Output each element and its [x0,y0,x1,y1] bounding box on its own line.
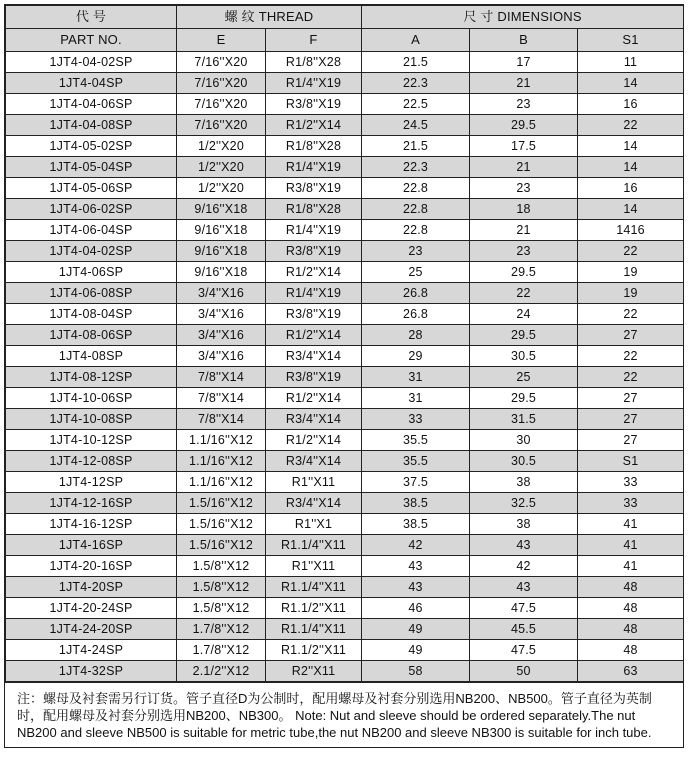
thread-e-cell: 1.5/8''X12 [177,577,266,598]
column-header-f: F [266,29,362,52]
dim-s1-cell: 16 [578,178,684,199]
table-row [6,346,684,367]
thread-e-cell: 1.7/8''X12 [177,619,266,640]
dim-s1-cell: 22 [578,367,684,388]
thread-header: 螺 纹 THREAD [177,6,362,29]
thread-e-cell: 7/8''X14 [177,388,266,409]
part-no-cell: 1JT4-08-04SP [6,304,177,325]
dim-b-cell: 47.5 [470,598,578,619]
thread-e-cell: 3/4''X16 [177,283,266,304]
dim-a-cell: 33 [362,409,470,430]
dim-s1-cell: 22 [578,241,684,262]
thread-e-cell: 1.5/8''X12 [177,598,266,619]
thread-f-cell: R3/4''X14 [266,409,362,430]
thread-e-cell: 2.1/2''X12 [177,661,266,682]
part-no-cell: 1JT4-04-02SP [6,241,177,262]
thread-e-cell: 3/4''X16 [177,325,266,346]
dim-b-cell: 32.5 [470,493,578,514]
table-row [6,514,684,535]
part-no-cell: 1JT4-12-16SP [6,493,177,514]
table-row [6,556,684,577]
table-row [6,661,684,682]
dim-b-cell: 24 [470,304,578,325]
dim-b-cell: 29.5 [470,325,578,346]
table-row [6,325,684,346]
dim-b-cell: 21 [470,73,578,94]
dim-b-cell: 29.5 [470,262,578,283]
part-no-header: PART NO. [6,29,177,52]
thread-f-cell: R1''X11 [266,472,362,493]
part-no-cell: 1JT4-20-16SP [6,556,177,577]
dim-a-cell: 22.8 [362,178,470,199]
thread-f-cell: R1.1/4''X11 [266,535,362,556]
part-no-cell: 1JT4-08-12SP [6,367,177,388]
thread-f-cell: R1/8''X28 [266,52,362,73]
dimensions-header: 尺 寸 DIMENSIONS [362,6,684,29]
table-row [6,304,684,325]
dim-b-cell: 38 [470,514,578,535]
dim-b-cell: 30.5 [470,451,578,472]
dim-a-cell: 58 [362,661,470,682]
column-header-s1: S1 [578,29,684,52]
dim-a-cell: 29 [362,346,470,367]
dim-s1-cell: 22 [578,304,684,325]
thread-e-cell: 1.5/16''X12 [177,514,266,535]
table-row [6,115,684,136]
part-no-cell: 1JT4-04-08SP [6,115,177,136]
dim-a-cell: 22.3 [362,157,470,178]
thread-f-cell: R1/4''X19 [266,283,362,304]
part-no-cell: 1JT4-04-06SP [6,94,177,115]
part-no-cell: 1JT4-04SP [6,73,177,94]
thread-e-cell: 1/2''X20 [177,178,266,199]
part-no-cell: 1JT4-24-20SP [6,619,177,640]
thread-f-cell: R2''X11 [266,661,362,682]
thread-f-cell: R3/4''X14 [266,346,362,367]
table-row [6,640,684,661]
dim-s1-cell: 22 [578,115,684,136]
dim-b-cell: 42 [470,556,578,577]
part-no-cell: 1JT4-20SP [6,577,177,598]
table-row [6,472,684,493]
table-row [6,283,684,304]
dim-b-cell: 29.5 [470,388,578,409]
code-header: 代 号 [6,6,177,29]
dim-a-cell: 22.5 [362,94,470,115]
dim-b-cell: 47.5 [470,640,578,661]
footnote-chinese: 注：螺母及衬套需另行订货。管子直径D为公制时，配用螺母及衬套分别选用NB200、NB500。管子直径为英制时，配用螺母及衬套分别选用NB200、NB300。 [17,691,652,723]
thread-e-cell: 7/16''X20 [177,94,266,115]
thread-f-cell: R1/8''X28 [266,199,362,220]
part-no-cell: 1JT4-06SP [6,262,177,283]
table-row [6,262,684,283]
dim-s1-cell: 16 [578,94,684,115]
dim-s1-cell: 14 [578,199,684,220]
part-no-cell: 1JT4-08-06SP [6,325,177,346]
part-no-cell: 1JT4-16-12SP [6,514,177,535]
dim-b-cell: 18 [470,199,578,220]
thread-f-cell: R1.1/2''X11 [266,640,362,661]
thread-e-cell: 1.1/16''X12 [177,430,266,451]
dim-s1-cell: 27 [578,388,684,409]
part-no-cell: 1JT4-10-08SP [6,409,177,430]
table-body [6,52,684,682]
thread-f-cell: R1''X11 [266,556,362,577]
dim-b-cell: 23 [470,178,578,199]
dim-s1-cell: 19 [578,262,684,283]
thread-f-cell: R3/8''X19 [266,367,362,388]
part-no-cell: 1JT4-08SP [6,346,177,367]
thread-f-cell: R1/2''X14 [266,430,362,451]
thread-f-cell: R1/8''X28 [266,136,362,157]
thread-f-cell: R1.1/4''X11 [266,619,362,640]
dim-a-cell: 24.5 [362,115,470,136]
dim-s1-cell: 27 [578,409,684,430]
dim-b-cell: 30.5 [470,346,578,367]
dim-b-cell: 23 [470,94,578,115]
thread-e-cell: 9/16''X18 [177,241,266,262]
part-no-cell: 1JT4-05-04SP [6,157,177,178]
dim-s1-cell: 14 [578,73,684,94]
thread-e-cell: 9/16''X18 [177,199,266,220]
dim-a-cell: 23 [362,241,470,262]
table-row [6,178,684,199]
table-row [6,409,684,430]
dim-s1-cell: 41 [578,556,684,577]
footnote-english: Note: Nut and sleeve should be ordered separately.The nut NB200 and sleeve NB500 is suitable for metric tube,the nut NB200 and sleeve NB300 is suitable for inch tube. [17,708,652,740]
thread-f-cell: R3/4''X14 [266,451,362,472]
table-row [6,73,684,94]
dim-a-cell: 49 [362,640,470,661]
dim-b-cell: 31.5 [470,409,578,430]
dim-b-cell: 50 [470,661,578,682]
dim-s1-cell: 41 [578,514,684,535]
table-row [6,157,684,178]
dim-s1-cell: 33 [578,472,684,493]
dim-a-cell: 31 [362,367,470,388]
thread-f-cell: R1/2''X14 [266,325,362,346]
thread-e-cell: 1/2''X20 [177,136,266,157]
thread-f-cell: R3/8''X19 [266,304,362,325]
dim-s1-cell: 27 [578,325,684,346]
part-no-cell: 1JT4-06-08SP [6,283,177,304]
dim-a-cell: 22.8 [362,199,470,220]
table-row [6,619,684,640]
dim-s1-cell: 48 [578,640,684,661]
header-row-bottom [6,29,684,52]
dim-a-cell: 21.5 [362,52,470,73]
part-no-cell: 1JT4-04-02SP [6,52,177,73]
dim-a-cell: 22.8 [362,220,470,241]
dim-b-cell: 43 [470,577,578,598]
part-no-cell: 1JT4-06-02SP [6,199,177,220]
dim-s1-cell: 14 [578,136,684,157]
spec-table-frame [4,4,684,748]
dim-b-cell: 23 [470,241,578,262]
dim-a-cell: 26.8 [362,283,470,304]
dim-a-cell: 31 [362,388,470,409]
thread-e-cell: 1.5/8''X12 [177,556,266,577]
dim-b-cell: 17.5 [470,136,578,157]
thread-f-cell: R1/2''X14 [266,388,362,409]
table-row [6,94,684,115]
dim-a-cell: 26.8 [362,304,470,325]
thread-e-cell: 1.5/16''X12 [177,493,266,514]
thread-f-cell: R3/8''X19 [266,178,362,199]
thread-e-cell: 7/16''X20 [177,52,266,73]
thread-e-cell: 1/2''X20 [177,157,266,178]
part-no-cell: 1JT4-32SP [6,661,177,682]
part-no-cell: 1JT4-10-12SP [6,430,177,451]
thread-e-cell: 7/8''X14 [177,409,266,430]
dim-s1-cell: 14 [578,157,684,178]
dim-a-cell: 25 [362,262,470,283]
dim-b-cell: 25 [470,367,578,388]
thread-e-cell: 1.7/8''X12 [177,640,266,661]
dim-b-cell: 22 [470,283,578,304]
dim-a-cell: 42 [362,535,470,556]
dim-b-cell: 21 [470,157,578,178]
dim-s1-cell: 11 [578,52,684,73]
thread-f-cell: R3/8''X19 [266,241,362,262]
part-no-cell: 1JT4-12-08SP [6,451,177,472]
dim-b-cell: 17 [470,52,578,73]
thread-e-cell: 3/4''X16 [177,304,266,325]
table-row [6,430,684,451]
dim-s1-cell: S1 [578,451,684,472]
column-header-b: B [470,29,578,52]
dim-b-cell: 21 [470,220,578,241]
dim-b-cell: 45.5 [470,619,578,640]
table-row [6,367,684,388]
part-no-cell: 1JT4-06-04SP [6,220,177,241]
dimensions-table [5,5,684,682]
thread-f-cell: R1/2''X14 [266,115,362,136]
table-row [6,493,684,514]
part-no-cell: 1JT4-05-06SP [6,178,177,199]
dim-s1-cell: 63 [578,661,684,682]
part-no-cell: 1JT4-16SP [6,535,177,556]
dim-a-cell: 35.5 [362,451,470,472]
dim-a-cell: 43 [362,556,470,577]
thread-e-cell: 1.1/16''X12 [177,451,266,472]
header-row-top [6,6,684,29]
table-row [6,241,684,262]
thread-f-cell: R1.1/2''X11 [266,598,362,619]
table-row [6,598,684,619]
thread-f-cell: R1/2''X14 [266,262,362,283]
table-row [6,388,684,409]
dim-s1-cell: 33 [578,493,684,514]
dim-b-cell: 30 [470,430,578,451]
part-no-cell: 1JT4-10-06SP [6,388,177,409]
dim-a-cell: 37.5 [362,472,470,493]
dim-a-cell: 46 [362,598,470,619]
thread-f-cell: R1/4''X19 [266,220,362,241]
thread-f-cell: R3/4''X14 [266,493,362,514]
table-row [6,136,684,157]
dim-a-cell: 35.5 [362,430,470,451]
table-row [6,220,684,241]
thread-e-cell: 7/16''X20 [177,115,266,136]
dim-a-cell: 38.5 [362,514,470,535]
part-no-cell: 1JT4-20-24SP [6,598,177,619]
table-row [6,52,684,73]
thread-f-cell: R1/4''X19 [266,157,362,178]
dim-b-cell: 43 [470,535,578,556]
dim-b-cell: 38 [470,472,578,493]
part-no-cell: 1JT4-24SP [6,640,177,661]
thread-f-cell: R1''X1 [266,514,362,535]
thread-e-cell: 3/4''X16 [177,346,266,367]
dim-s1-cell: 48 [578,598,684,619]
column-header-a: A [362,29,470,52]
footnote [5,682,683,747]
thread-f-cell: R1/4''X19 [266,73,362,94]
dim-b-cell: 29.5 [470,115,578,136]
dim-a-cell: 49 [362,619,470,640]
dim-s1-cell: 1416 [578,220,684,241]
dim-s1-cell: 22 [578,346,684,367]
dim-a-cell: 38.5 [362,493,470,514]
dim-a-cell: 28 [362,325,470,346]
table-row [6,535,684,556]
thread-f-cell: R1.1/4''X11 [266,577,362,598]
dim-s1-cell: 19 [578,283,684,304]
dim-a-cell: 43 [362,577,470,598]
table-row [6,451,684,472]
dim-s1-cell: 41 [578,535,684,556]
dim-s1-cell: 48 [578,619,684,640]
table-row [6,199,684,220]
thread-e-cell: 7/16''X20 [177,73,266,94]
thread-e-cell: 1.5/16''X12 [177,535,266,556]
thread-e-cell: 1.1/16''X12 [177,472,266,493]
dim-a-cell: 21.5 [362,136,470,157]
table-row [6,577,684,598]
dim-s1-cell: 48 [578,577,684,598]
column-header-e: E [177,29,266,52]
part-no-cell: 1JT4-12SP [6,472,177,493]
dim-a-cell: 22.3 [362,73,470,94]
part-no-cell: 1JT4-05-02SP [6,136,177,157]
thread-e-cell: 9/16''X18 [177,220,266,241]
thread-f-cell: R3/8''X19 [266,94,362,115]
dim-s1-cell: 27 [578,430,684,451]
thread-e-cell: 9/16''X18 [177,262,266,283]
thread-e-cell: 7/8''X14 [177,367,266,388]
